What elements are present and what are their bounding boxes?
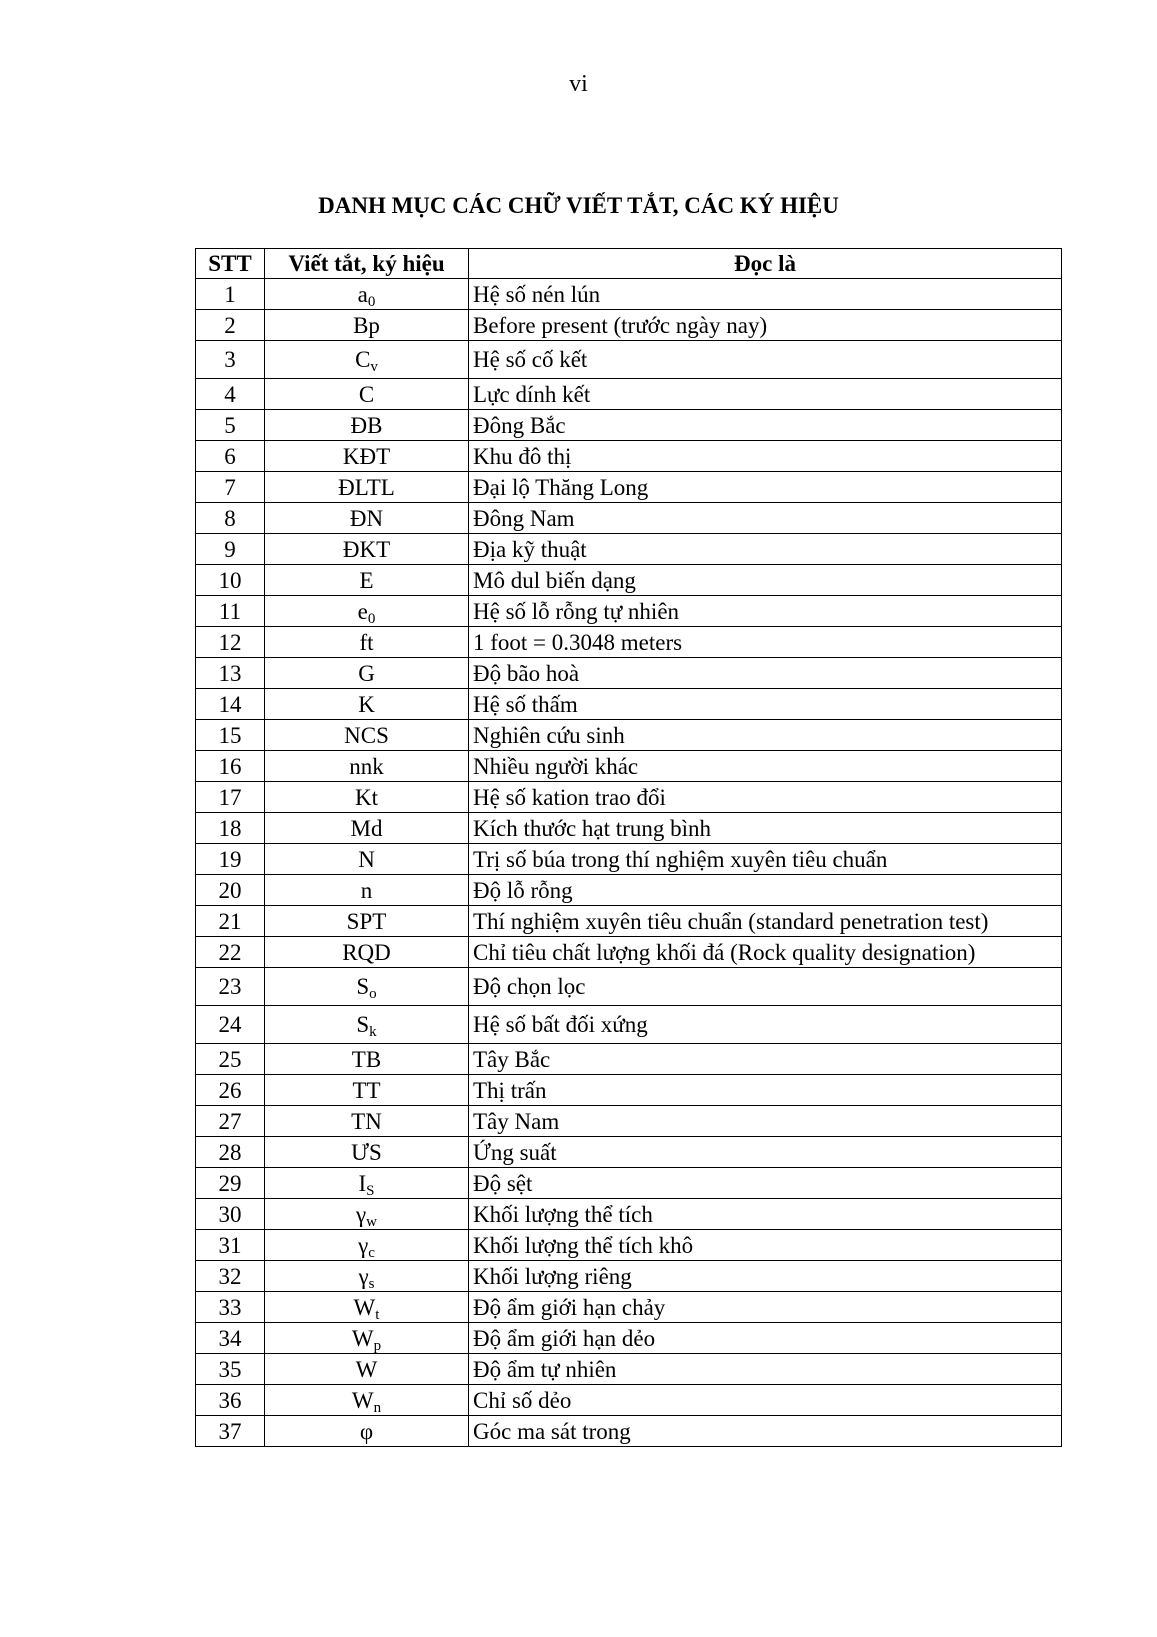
row-symbol — [265, 968, 469, 1006]
table-body — [196, 279, 1062, 1447]
row-meaning: Nghiên cứu sinh — [469, 720, 1062, 751]
row-stt: 7 — [196, 472, 265, 503]
row-meaning: Khu đô thị — [469, 441, 1062, 472]
symbol-base: n — [360, 877, 373, 903]
symbol-subscript: t — [375, 1306, 380, 1323]
row-symbol — [265, 503, 469, 534]
table-row — [196, 1230, 1062, 1261]
row-symbol — [265, 1416, 469, 1447]
symbol-base: TT — [352, 1077, 381, 1103]
row-symbol — [265, 1385, 469, 1416]
row-symbol — [265, 937, 469, 968]
table-row — [196, 1416, 1062, 1447]
table-row — [196, 310, 1062, 341]
symbol-base: ĐB — [350, 412, 383, 438]
table-row — [196, 1106, 1062, 1137]
symbol-base: Kt — [355, 784, 378, 810]
table-row — [196, 410, 1062, 441]
table-row — [196, 596, 1062, 627]
row-symbol — [265, 1006, 469, 1044]
symbol-base: γ — [358, 1263, 369, 1289]
row-meaning: Hệ số lỗ rỗng tự nhiên — [469, 596, 1062, 627]
table-row — [196, 1354, 1062, 1385]
row-stt: 27 — [196, 1106, 265, 1137]
row-stt: 8 — [196, 503, 265, 534]
row-stt: 18 — [196, 813, 265, 844]
symbol-subscript: k — [369, 1024, 377, 1040]
symbol-base: ĐN — [349, 505, 384, 531]
row-symbol — [265, 844, 469, 875]
symbol-base: G — [358, 660, 375, 686]
row-stt: 1 — [196, 279, 265, 310]
row-meaning: Thị trấn — [469, 1075, 1062, 1106]
symbol-subscript: S — [366, 1182, 375, 1199]
row-stt: 4 — [196, 379, 265, 410]
symbol-subscript: p — [373, 1337, 382, 1354]
page-number: vi — [569, 71, 588, 97]
row-stt: 3 — [196, 341, 265, 379]
row-meaning: 1 foot = 0.3048 meters — [469, 627, 1062, 658]
row-meaning: Mô dul biến dạng — [469, 565, 1062, 596]
row-symbol — [265, 627, 469, 658]
row-symbol — [265, 1075, 469, 1106]
table-row — [196, 844, 1062, 875]
symbol-base: N — [358, 846, 375, 872]
row-stt: 11 — [196, 596, 265, 627]
row-stt: 12 — [196, 627, 265, 658]
row-symbol — [265, 1323, 469, 1354]
row-stt: 36 — [196, 1385, 265, 1416]
table-row — [196, 472, 1062, 503]
symbol-base: W — [355, 1356, 378, 1382]
table-row — [196, 627, 1062, 658]
row-meaning: Hệ số cố kết — [469, 341, 1062, 379]
row-stt: 26 — [196, 1075, 265, 1106]
symbol-base: Md — [350, 815, 383, 841]
row-meaning: Độ ẩm giới hạn chảy — [469, 1292, 1062, 1323]
row-meaning: Độ sệt — [469, 1168, 1062, 1199]
header-stt: STT — [196, 249, 265, 279]
table-row — [196, 689, 1062, 720]
table-row — [196, 875, 1062, 906]
row-symbol — [265, 379, 469, 410]
row-stt: 32 — [196, 1261, 265, 1292]
row-meaning: Hệ số thấm — [469, 689, 1062, 720]
row-symbol — [265, 1261, 469, 1292]
row-meaning: Tây Bắc — [469, 1044, 1062, 1075]
row-symbol — [265, 441, 469, 472]
table-row — [196, 441, 1062, 472]
symbol-base: NCS — [344, 722, 389, 748]
row-symbol — [265, 813, 469, 844]
symbol-base: φ — [359, 1418, 374, 1444]
row-symbol — [265, 906, 469, 937]
symbol-base: I — [358, 1170, 367, 1196]
row-stt: 6 — [196, 441, 265, 472]
row-symbol — [265, 472, 469, 503]
symbol-base: TB — [351, 1046, 382, 1072]
symbol-subscript: v — [370, 359, 378, 375]
row-symbol — [265, 658, 469, 689]
row-stt: 21 — [196, 906, 265, 937]
row-symbol — [265, 751, 469, 782]
symbol-base: S — [356, 1012, 370, 1037]
row-stt: 20 — [196, 875, 265, 906]
row-stt: 25 — [196, 1044, 265, 1075]
row-stt: 35 — [196, 1354, 265, 1385]
row-stt: 34 — [196, 1323, 265, 1354]
symbol-base: C — [358, 381, 375, 407]
row-meaning: Địa kỹ thuật — [469, 534, 1062, 565]
row-meaning: Hệ số kation trao đổi — [469, 782, 1062, 813]
symbol-subscript: 0 — [367, 293, 376, 310]
row-meaning: Góc ma sát trong — [469, 1416, 1062, 1447]
row-stt: 29 — [196, 1168, 265, 1199]
row-symbol — [265, 1292, 469, 1323]
row-stt: 33 — [196, 1292, 265, 1323]
table-row — [196, 1137, 1062, 1168]
table-row — [196, 279, 1062, 310]
row-symbol — [265, 1168, 469, 1199]
symbol-base: nnk — [349, 753, 384, 779]
table-row — [196, 1385, 1062, 1416]
row-meaning: Chỉ tiêu chất lượng khối đá (Rock quality designation) — [469, 937, 1062, 968]
row-stt: 31 — [196, 1230, 265, 1261]
symbol-base: TN — [351, 1108, 382, 1134]
row-stt: 15 — [196, 720, 265, 751]
row-symbol — [265, 534, 469, 565]
table-row — [196, 1199, 1062, 1230]
row-meaning: Lực dính kết — [469, 379, 1062, 410]
row-symbol — [265, 1230, 469, 1261]
table-row — [196, 341, 1062, 379]
row-symbol — [265, 689, 469, 720]
row-meaning: Độ bão hoà — [469, 658, 1062, 689]
table-header-row — [196, 249, 1062, 279]
row-symbol — [265, 279, 469, 310]
symbol-base: γ — [355, 1201, 367, 1227]
table-row — [196, 1044, 1062, 1075]
row-stt: 10 — [196, 565, 265, 596]
table-row — [196, 1168, 1062, 1199]
page-title: DANH MỤC CÁC CHỮ VIẾT TẮT, CÁC KÝ HIỆU — [318, 193, 839, 218]
row-symbol — [265, 596, 469, 627]
symbol-base: RQD — [342, 939, 391, 965]
row-stt: 24 — [196, 1006, 265, 1044]
table-row — [196, 968, 1062, 1006]
table-row — [196, 1261, 1062, 1292]
row-stt: 13 — [196, 658, 265, 689]
row-stt: 9 — [196, 534, 265, 565]
row-meaning: Khối lượng thể tích khô — [469, 1230, 1062, 1261]
symbol-base: E — [359, 567, 374, 593]
row-meaning: Hệ số bất đối xứng — [469, 1006, 1062, 1044]
row-stt: 16 — [196, 751, 265, 782]
symbol-base: a — [357, 281, 368, 307]
table-row — [196, 534, 1062, 565]
symbol-base: SPT — [346, 908, 387, 934]
table-row — [196, 565, 1062, 596]
row-symbol — [265, 310, 469, 341]
row-meaning: Kích thước hạt trung bình — [469, 813, 1062, 844]
row-meaning: Độ chọn lọc — [469, 968, 1062, 1006]
symbol-base: ĐLTL — [338, 474, 395, 500]
row-meaning: Độ lỗ rỗng — [469, 875, 1062, 906]
row-stt: 17 — [196, 782, 265, 813]
row-meaning: Đông Nam — [469, 503, 1062, 534]
table-row — [196, 751, 1062, 782]
row-stt: 19 — [196, 844, 265, 875]
table-row — [196, 937, 1062, 968]
table-row — [196, 1075, 1062, 1106]
table-row — [196, 503, 1062, 534]
table-row — [196, 658, 1062, 689]
row-meaning: Đông Bắc — [469, 410, 1062, 441]
row-stt: 28 — [196, 1137, 265, 1168]
symbol-base: Bp — [353, 312, 380, 338]
symbol-base: W — [351, 1325, 374, 1351]
header-meaning: Đọc là — [469, 249, 1062, 279]
row-meaning: Tây Nam — [469, 1106, 1062, 1137]
row-meaning: Before present (trước ngày nay) — [469, 310, 1062, 341]
header-symbol: Viết tắt, ký hiệu — [265, 249, 469, 279]
row-stt: 2 — [196, 310, 265, 341]
abbreviation-table — [195, 248, 1062, 1447]
table-row — [196, 720, 1062, 751]
row-symbol — [265, 782, 469, 813]
row-stt: 14 — [196, 689, 265, 720]
row-symbol — [265, 1137, 469, 1168]
symbol-base: W — [351, 1387, 374, 1413]
symbol-base: ft — [359, 629, 374, 655]
symbol-base: W — [353, 1294, 376, 1320]
table-row — [196, 1323, 1062, 1354]
symbol-base: ĐKT — [342, 536, 391, 562]
table-row — [196, 1006, 1062, 1044]
row-meaning: Ứng suất — [469, 1137, 1062, 1168]
row-meaning: Nhiều người khác — [469, 751, 1062, 782]
row-meaning: Trị số búa trong thí nghiệm xuyên tiêu chuẩn — [469, 844, 1062, 875]
symbol-base: S — [356, 974, 370, 999]
symbol-subscript: w — [366, 1213, 377, 1230]
row-symbol — [265, 565, 469, 596]
symbol-base: KĐT — [342, 443, 391, 469]
row-symbol — [265, 1106, 469, 1137]
row-stt: 23 — [196, 968, 265, 1006]
row-meaning: Hệ số nén lún — [469, 279, 1062, 310]
table-row — [196, 1292, 1062, 1323]
row-meaning: Thí nghiệm xuyên tiêu chuẩn (standard penetration test) — [469, 906, 1062, 937]
row-symbol — [265, 341, 469, 379]
row-symbol — [265, 1199, 469, 1230]
row-meaning: Độ ẩm giới hạn dẻo — [469, 1323, 1062, 1354]
symbol-subscript: s — [368, 1275, 375, 1292]
row-symbol — [265, 1354, 469, 1385]
row-meaning: Khối lượng riêng — [469, 1261, 1062, 1292]
symbol-base: γ — [358, 1232, 369, 1258]
row-meaning: Độ ẩm tự nhiên — [469, 1354, 1062, 1385]
table-row — [196, 906, 1062, 937]
table-row — [196, 782, 1062, 813]
row-stt: 5 — [196, 410, 265, 441]
row-symbol — [265, 720, 469, 751]
table-row — [196, 379, 1062, 410]
row-stt: 30 — [196, 1199, 265, 1230]
symbol-subscript: o — [369, 986, 377, 1002]
row-meaning: Đại lộ Thăng Long — [469, 472, 1062, 503]
row-stt: 22 — [196, 937, 265, 968]
symbol-base: C — [355, 347, 371, 372]
row-stt: 37 — [196, 1416, 265, 1447]
symbol-subscript: n — [373, 1399, 382, 1416]
symbol-base: ƯS — [351, 1139, 382, 1165]
symbol-subscript: c — [368, 1244, 375, 1261]
row-symbol — [265, 410, 469, 441]
row-symbol — [265, 875, 469, 906]
row-meaning: Chỉ số dẻo — [469, 1385, 1062, 1416]
row-meaning: Khối lượng thể tích — [469, 1199, 1062, 1230]
row-symbol — [265, 1044, 469, 1075]
symbol-base: K — [358, 691, 375, 717]
symbol-subscript: 0 — [367, 610, 376, 627]
table-row — [196, 813, 1062, 844]
symbol-base: e — [357, 598, 368, 624]
